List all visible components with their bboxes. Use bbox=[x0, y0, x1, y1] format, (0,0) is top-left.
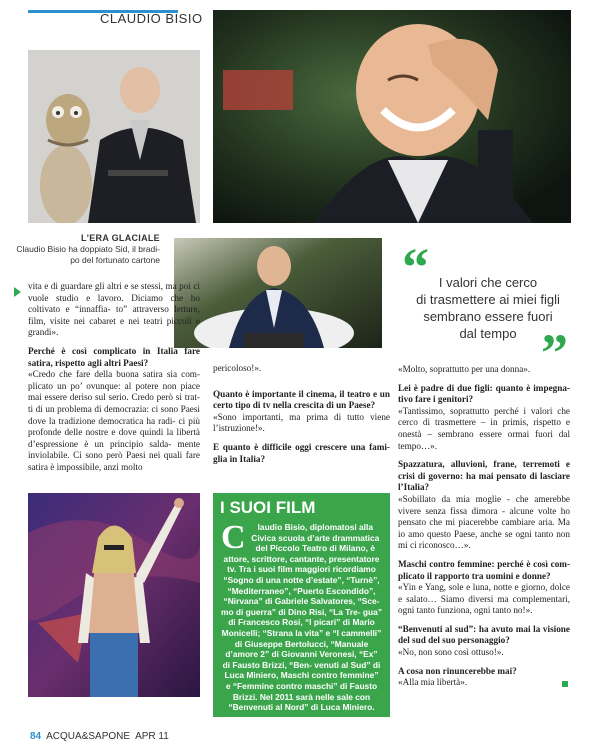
col1-answer: «Credo che fare della buona satira sia com- plicato un po’ ovunque: al potere non piace mai essere deriso sul serio. Credo però si trat- ti di un problema di democrazia: ci sono Paesi dove la tradizione democratica ha radi- ci più profonde delle nostre e dove quindi la libertà d’espressione è un principio salda- mente inviolabile. Ci sono però Paesi nei quali fare satira è impossibile, anzi molto bbox=[28, 369, 200, 472]
films-box-dropcap: C bbox=[221, 519, 246, 556]
stage-photo bbox=[28, 493, 200, 697]
page-number: 84 bbox=[30, 731, 42, 742]
films-box-title: I SUOI FILM bbox=[220, 498, 316, 517]
col1-question: Perché è così complicato in Italia fare satira, rispetto agli altri Paesi? bbox=[28, 345, 200, 368]
close-quote-mark: ” bbox=[541, 323, 568, 383]
pull-quote-line-4: dal tempo bbox=[459, 326, 517, 341]
col2-paragraph: pericoloso!». bbox=[213, 363, 262, 373]
col2-answer-1: «Sono importanti, ma prima di tutto viene l’istruzione!». bbox=[213, 411, 390, 434]
col3-answer-2: «Sobillato da mia moglie - che amerebbe vivere senza fissa dimora - alcune volte ho pensato che mi piacerebbe cambiare aria. Ma io amo questo Paese, anche se ogni tanto non mi ci riconosco…». bbox=[398, 493, 570, 551]
films-box-text: laudio Bisio, diplomatosi alla Civica scuola d’arte drammatica del Piccolo Teatro di Milano, è attore, scrittore, cantante, presentatore tv. Tra i suoi film maggiori ricordiamo “Sogno di una notte d’estate”, “Turnè”, “Mediterraneo”, “Puerto Escondido”, “Nirvana” di Gabriele Salvatores, “Sce- mo di guerra” di Dino Risi, “La Tre- gua” di Francesco Rosi, “I picari” di Mario Monicelli; “Strana la vita” e “I cammelli” di Giuseppe Bertolucci, “Manuale d’amore 2” di Giovanni Veronesi, “Ex” di Fausto Brizzi, “Ben- venuti al Sud” di Luca Miniero, Maschi contro femmine” e “Femmine contro maschi” di Fausto Brizzi. Nel 2011 sarà nelle sale con “Benvenuti al Nord” di Luca Miniero. bbox=[221, 522, 383, 713]
issue-date: APR 11 bbox=[135, 731, 169, 742]
main-photo bbox=[213, 10, 571, 223]
pull-quote-line-3: sembrano essere fuori bbox=[423, 309, 553, 324]
caption-line-2: po del fortunato cartone bbox=[70, 255, 160, 265]
column-3 bbox=[398, 364, 570, 696]
pull-quote-line-2: di trasmettere ai miei figli bbox=[416, 292, 560, 307]
col3-question-4: “Benvenuti al sud”: ha avuto mai la visione del sud del suo personaggio? bbox=[398, 623, 570, 646]
col3-paragraph: «Molto, soprattutto per una donna». bbox=[398, 364, 531, 374]
column-1 bbox=[28, 281, 200, 481]
col2-question-1: Quanto è importante il cinema, il teatro e un certo tipo di tv nella crescita di un Paese? bbox=[213, 388, 390, 411]
pull-quote-line-1: I valori che cerco bbox=[438, 275, 538, 290]
films-box-body bbox=[221, 519, 383, 713]
col3-question-1: Lei è padre di due figli: quanto è impegna- tivo fare i genitori? bbox=[398, 382, 570, 405]
col3-question-5: A cosa non rinuncerebbe mai? bbox=[398, 665, 517, 676]
sid-photo bbox=[28, 50, 200, 223]
col3-answer-3: «Yin e Yang, sole e luna, notte e giorno, dolce e salato… Siamo diversi ma complementari, ogni tanto funziona, ogni tanto no!». bbox=[398, 582, 570, 616]
col3-question-3: Maschi contro femmine: perché è così com- plicato il rapporto tra uomini e donne? bbox=[398, 558, 570, 581]
col3-question-2: Spazzatura, alluvioni, frane, terremoti e crisi di governo: ha mai pensato di lasciare l’Italia? bbox=[398, 459, 570, 493]
magazine-name: ACQUA&SAPONE bbox=[46, 731, 131, 742]
col3-answer-5: «Alla mia libertà». bbox=[398, 677, 468, 688]
films-box bbox=[213, 493, 390, 717]
col2-question-2: E quanto è difficile oggi crescere una fami- glia in Italia? bbox=[213, 441, 390, 464]
continuation-arrow-icon bbox=[14, 287, 21, 297]
col3-answer-1: «Tantissimo, soprattutto perché i valori che cerco di trasmettere – in primis, rispetto e onestà – sembrano essere ormai fuori dal tempo…». bbox=[398, 405, 570, 451]
chair-photo bbox=[174, 238, 382, 348]
open-quote-mark: “ bbox=[402, 237, 429, 297]
caption-line-1: Claudio Bisio ha doppiato Sid, il bradi- bbox=[16, 244, 160, 254]
end-of-article-mark bbox=[562, 681, 568, 687]
col1-paragraph: vita e di guardare gli altri e se stessi, ma poi ci vuole studio e lavoro. Diciamo che ho coltivato e “innaffia- to” attraverso letture, film, visite nei cabaret e nei teatri piccoli e grandi». bbox=[28, 281, 200, 338]
col3-answer-4: «No, non sono così ottuso!». bbox=[398, 647, 504, 658]
page-footer bbox=[30, 731, 169, 742]
author-name: CLAUDIO BISIO bbox=[100, 11, 203, 26]
column-2 bbox=[213, 363, 390, 465]
caption-title: L'ERA GLACIALE bbox=[80, 233, 160, 243]
